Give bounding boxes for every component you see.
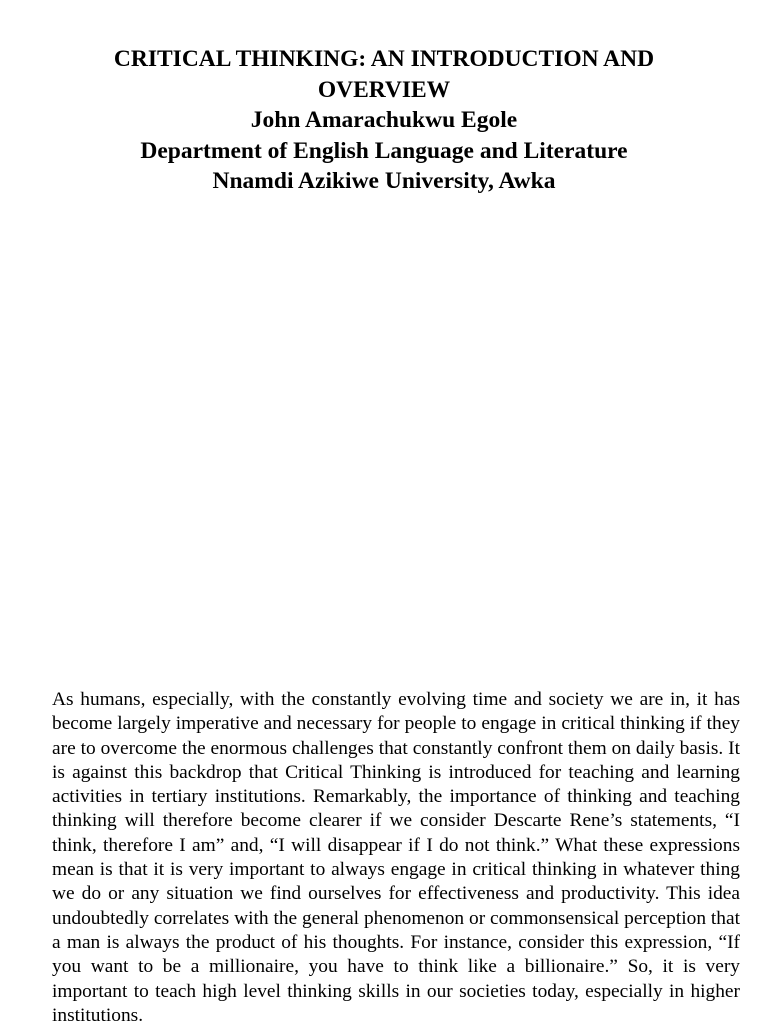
document-header	[0, 44, 768, 197]
author-department: Department of English Language and Literature	[140, 137, 628, 164]
body-paragraph: As humans, especially, with the constantly evolving time and society we are in, it has become largely imperative and necessary for people to engage in critical thinking if they are to overcome the enormous challenges that constantly confront them on daily basis. It is against this backdrop that Critical Thinking is introduced for teaching and learning activities in tertiary institutions. Remarkably, the importance of thinking and teaching thinking will therefore become clearer if we consider Descarte Rene’s statements, “I think, therefore I am” and, “I will disappear if I do not think.” What these expressions mean is that it is very important to always engage in critical thinking in whatever thing we do or any situation we find ourselves for effectiveness and productivity. This idea undoubtedly correlates with the general phenomenon or commonsensical perception that a man is always the product of his thoughts. For instance, consider this expression, “If you want to be a millionaire, you have to think like a billionaire.” So, it is very important to teach high level thinking skills in our societies today, especially in higher institutions.	[52, 689, 740, 1026]
author-name: John Amarachukwu Egole	[250, 107, 518, 133]
document-title: CRITICAL THINKING: AN INTRODUCTION AND OVERVIEW	[113, 46, 655, 103]
author-institution: Nnamdi Azikiwe University, Awka	[212, 168, 556, 194]
